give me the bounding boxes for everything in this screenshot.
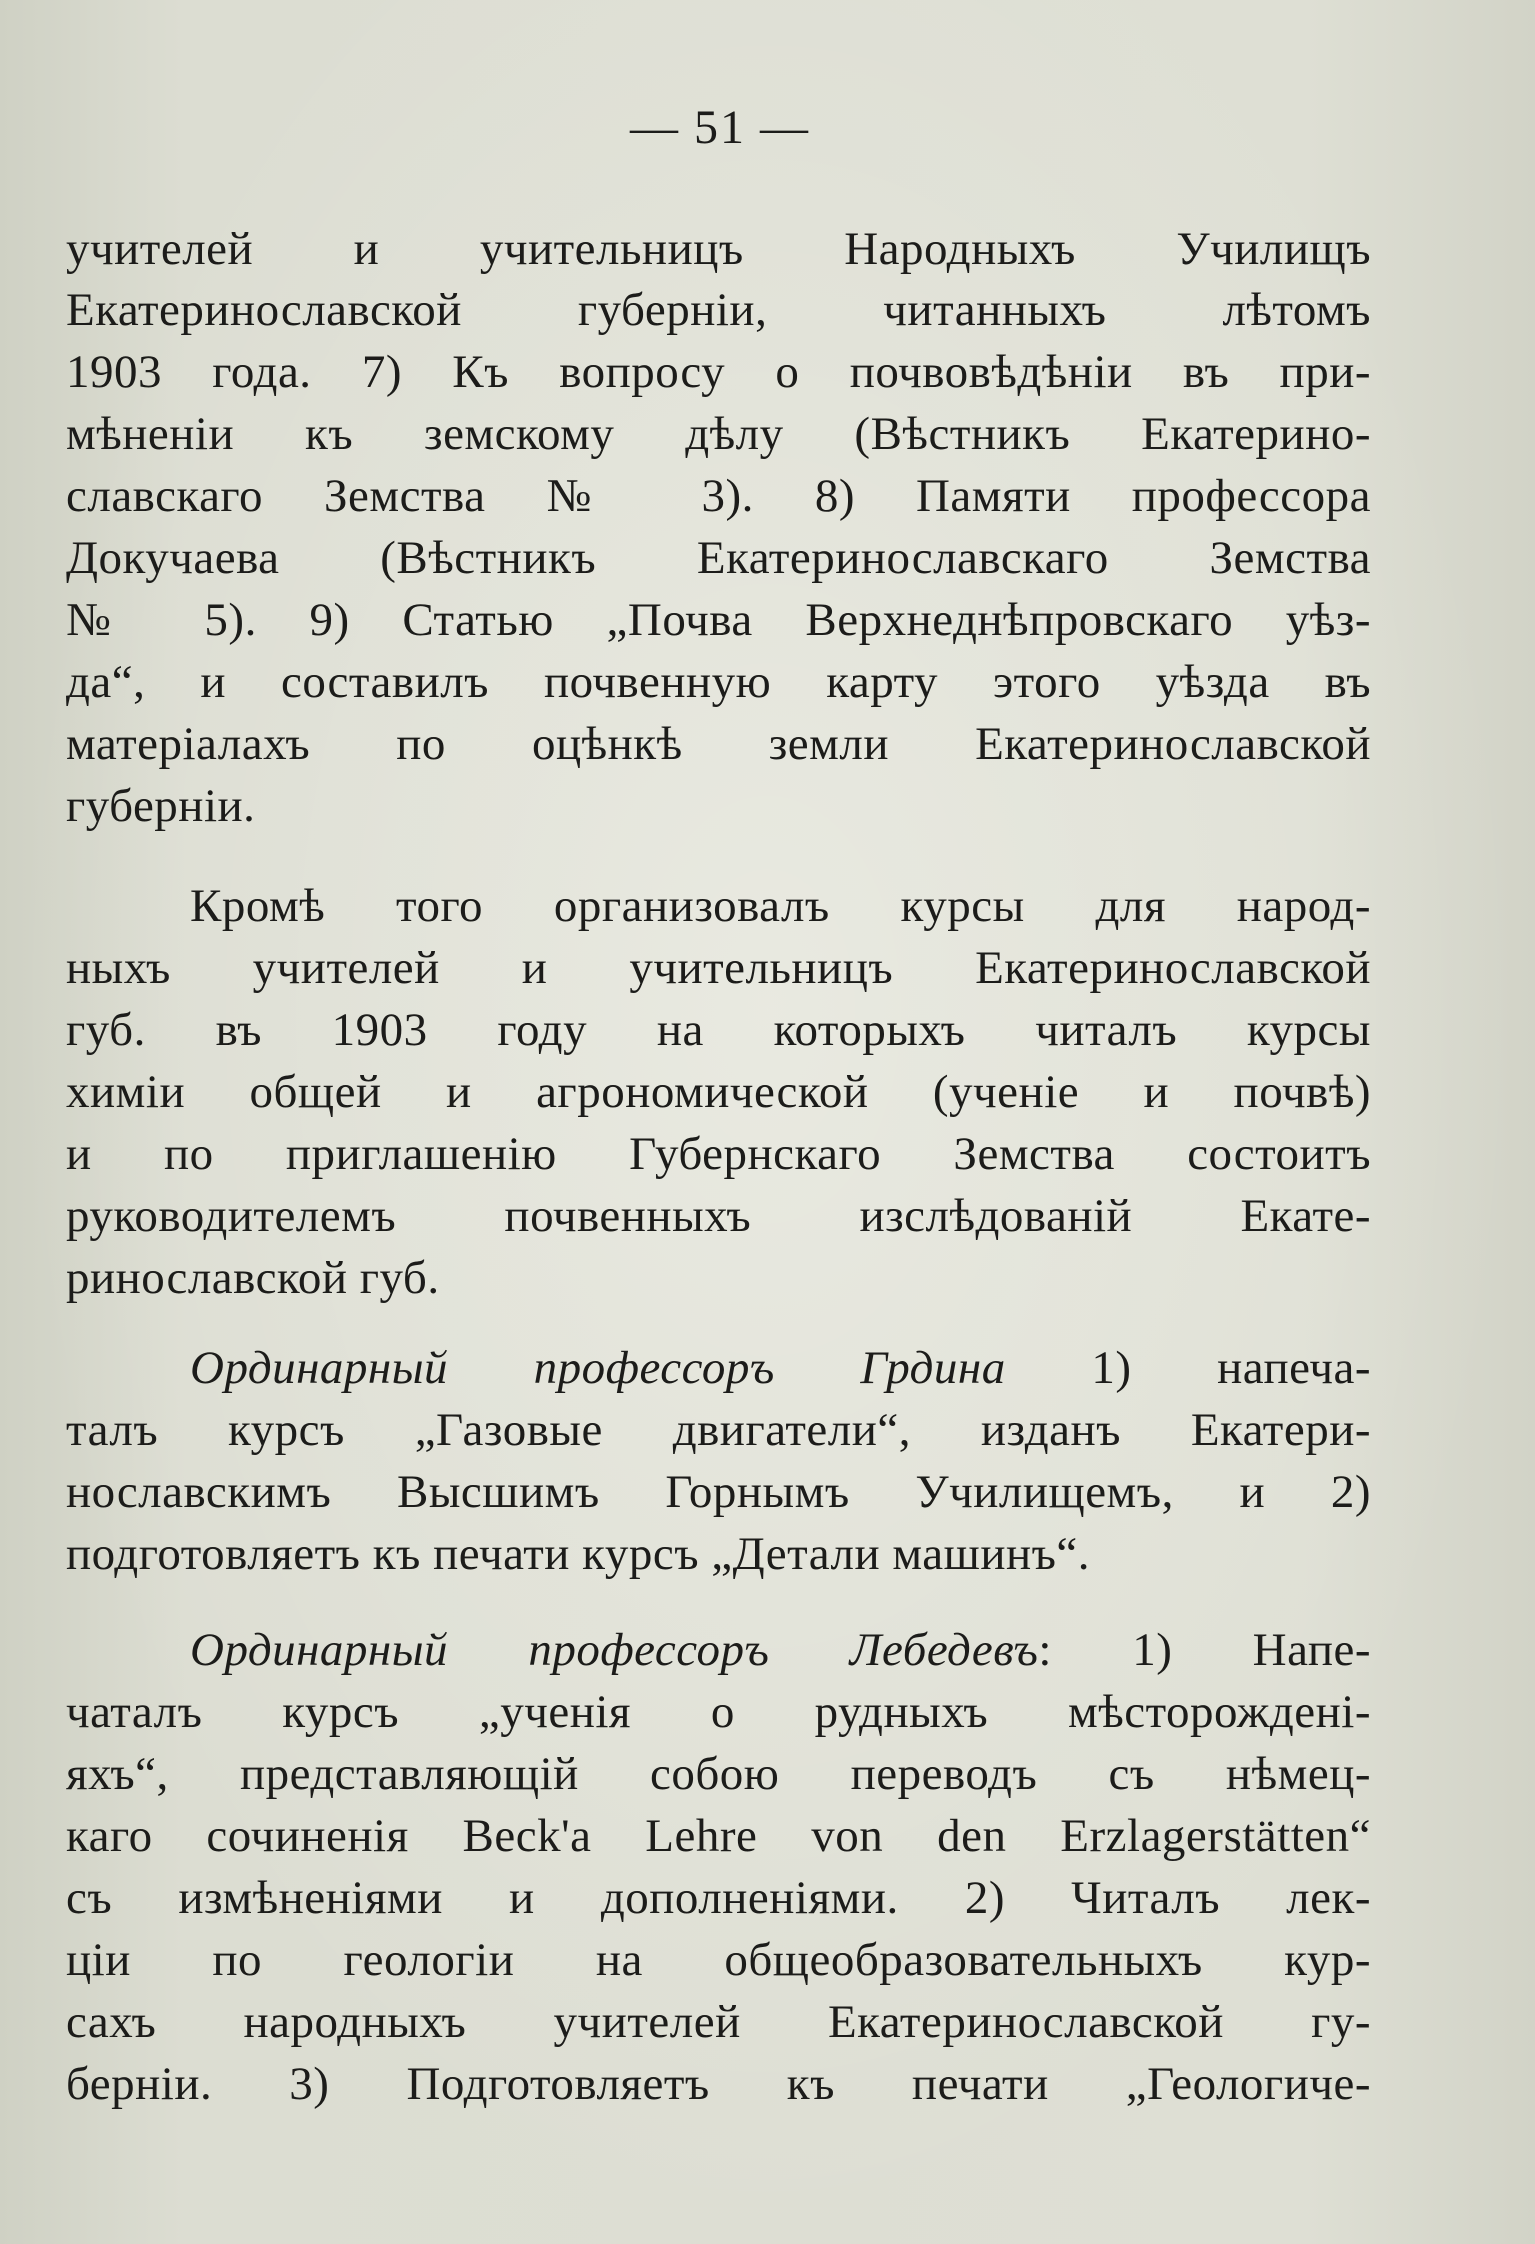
text-line: Докучаева (Вѣстникъ Екатеринославскаго Земства [66,532,1371,584]
text-line: учителей и учительницъ Народныхъ Училищъ [66,223,1371,275]
text-line: губерніи. [66,780,256,832]
text-line: № 5). 9) Статью „Почва Верхнеднѣпровскаго уѣз- [66,594,1371,646]
text-line: мѣненіи къ земскому дѣлу (Вѣстникъ Екатерино- [66,408,1371,460]
text-line: каго сочиненія Beck'a Lehre von den Erzlagerstätten“ [66,1810,1371,1862]
text-line: руководителемъ почвенныхъ изслѣдованій Екате- [66,1190,1371,1242]
text-line: ринославской губ. [66,1252,440,1304]
text-line: Кромѣ того организовалъ курсы для народ- [190,880,1371,932]
text-line: Ординарный профессоръ Лебедевъ: 1) Напе- [190,1624,1371,1676]
text-line: сахъ народныхъ учителей Екатеринославской гу- [66,1996,1371,2048]
text-line: ныхъ учителей и учительницъ Екатеринославской [66,942,1371,994]
text-line: съ измѣненіями и дополненіями. 2) Читалъ лек- [66,1872,1371,1924]
page-number: — 51 — [630,101,810,154]
text-line: яхъ“, представляющій собою переводъ съ нѣмец- [66,1748,1371,1800]
text-line: матеріалахъ по оцѣнкѣ земли Екатеринославской [66,718,1371,770]
text-line: нославскимъ Высшимъ Горнымъ Училищемъ, и 2) [66,1466,1371,1518]
text-line: 1903 года. 7) Къ вопросу о почвовѣдѣніи въ при- [66,346,1371,398]
text-line: славскаго Земства № 3). 8) Памяти профессора [66,470,1371,522]
text-line: губ. въ 1903 году на которыхъ читалъ курсы [66,1004,1371,1056]
text-line: химіи общей и агрономической (ученіе и почвѣ) [66,1066,1371,1118]
text-line: и по приглашенію Губернскаго Земства состоитъ [66,1128,1371,1180]
text-line: берніи. 3) Подготовляетъ къ печати „Геологиче- [66,2058,1371,2110]
text-line: Екатеринославской губерніи, читанныхъ лѣтомъ [66,284,1371,336]
text-line: ціи по геологіи на общеобразовательныхъ кур- [66,1934,1371,1986]
professor-name: Ординарный профессоръ Лебедевъ [190,1624,1039,1676]
text-line: чаталъ курсъ „ученія о рудныхъ мѣсторожденi- [66,1686,1371,1738]
text-line: подготовляетъ къ печати курсъ „Детали машинъ“. [66,1528,1091,1580]
text-line: талъ курсъ „Газовые двигатели“, изданъ Екатери- [66,1404,1371,1456]
professor-name: Ординарный профессоръ Грдина [190,1342,1006,1394]
text-line: да“, и составилъ почвенную карту этого уѣзда въ [66,656,1371,708]
text-line: Ординарный профессоръ Грдина 1) напеча- [190,1342,1371,1394]
